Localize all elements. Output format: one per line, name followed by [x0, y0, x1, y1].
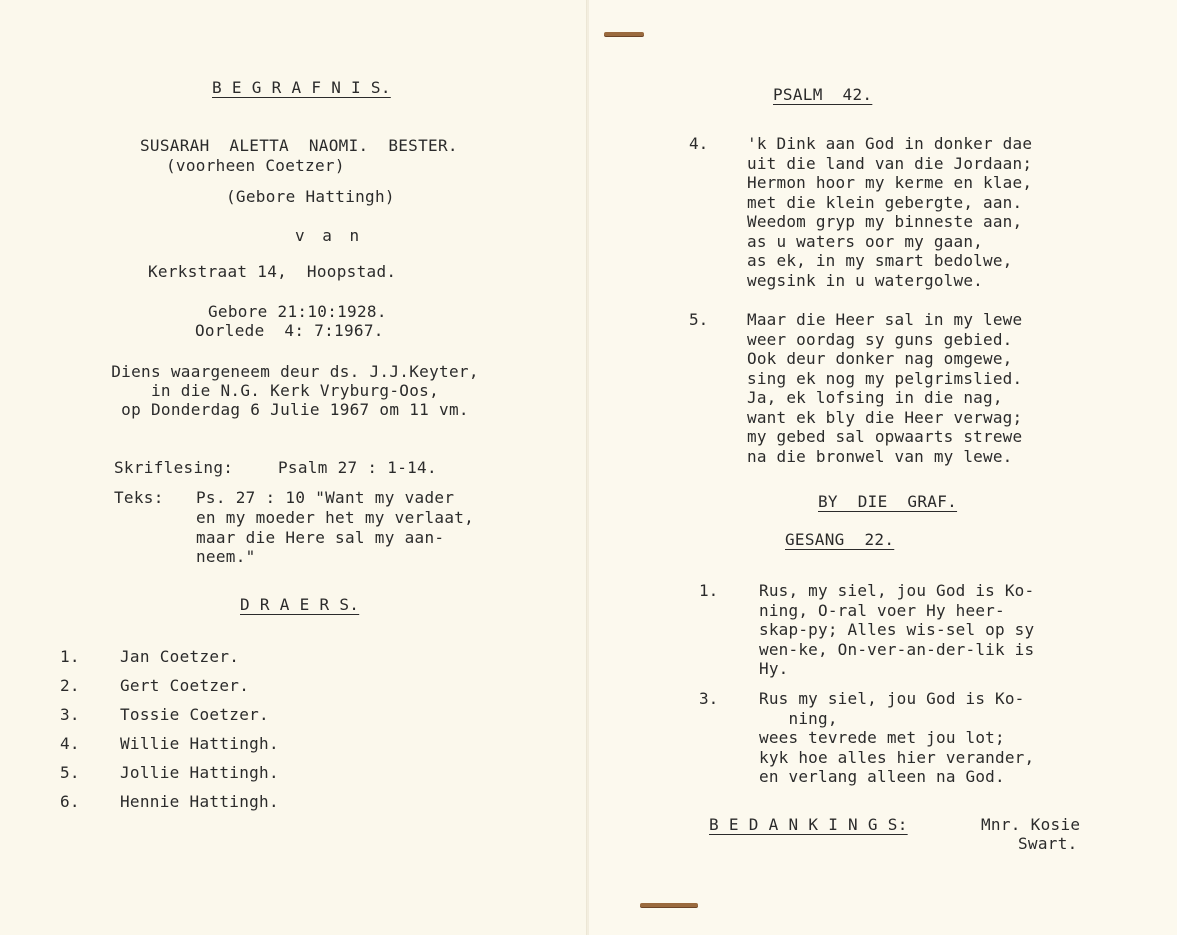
bearer-name: Tossie Coetzer.	[120, 705, 269, 724]
formerly-name: (voorheen Coetzer)	[166, 156, 345, 175]
bearer-number: 6.	[60, 792, 80, 811]
text-line: neem."	[196, 547, 256, 566]
hymn-verse: Rus, my siel, jou God is Ko- ning, O-ral voer Hy heer- skap-py; Alles wis-sel op sy wen-ke, On-ver-an-der-lik is Hy.	[759, 581, 1035, 678]
thanks-heading: B E D A N K I N G S:	[709, 815, 908, 834]
hymn-verse: Rus my siel, jou God is Ko- ning, wees tevrede met jou lot; kyk hoe alles hier verander, en verlang alleen na God.	[759, 689, 1035, 786]
left-page	[0, 0, 588, 935]
thanks-name: Swart.	[1018, 834, 1078, 853]
bearer-number: 4.	[60, 734, 80, 753]
thanks-name: Mnr. Kosie	[981, 815, 1081, 834]
text-line: maar die Here sal my aan-	[196, 528, 445, 547]
reading-text: Psalm 27 : 1-14.	[278, 458, 437, 477]
grave-heading: BY DIE GRAF.	[818, 492, 958, 511]
text-line: en my moeder het my verlaat,	[196, 508, 475, 527]
bearer-name: Hennie Hattingh.	[120, 792, 279, 811]
bearer-name: Gert Coetzer.	[120, 676, 250, 695]
verse-number: 3.	[699, 689, 719, 708]
hymn-heading: GESANG 22.	[785, 530, 895, 549]
reading-label: Skriflesing:	[114, 458, 234, 477]
service-line: op Donderdag 6 Julie 1967 om 11 vm.	[121, 400, 469, 419]
burial-heading: B E G R A F N I S.	[212, 78, 391, 97]
birth-name: (Gebore Hattingh)	[226, 187, 395, 206]
bearer-name: Jollie Hattingh.	[120, 763, 279, 782]
bearer-name: Willie Hattingh.	[120, 734, 279, 753]
address: Kerkstraat 14, Hoopstad.	[148, 262, 397, 281]
bearers-heading: D R A E R S.	[240, 595, 360, 614]
bearer-name: Jan Coetzer.	[120, 647, 240, 666]
birth-date: Gebore 21:10:1928.	[208, 302, 387, 321]
bearer-number: 3.	[60, 705, 80, 724]
right-page	[589, 0, 1177, 935]
verse-number: 5.	[689, 310, 709, 329]
psalm-verse: 'k Dink aan God in donker dae uit die land van die Jordaan; Hermon hoor my kerme en klae, met die klein gebergte, aan. Weedom gryp my binneste aan, as u waters oor my gaan, as ek, in my smart bedolwe, wegsink in u watergolwe.	[747, 134, 1033, 290]
text-line: Ps. 27 : 10 "Want my vader	[196, 488, 455, 507]
verse-number: 4.	[689, 134, 709, 153]
service-line: in die N.G. Kerk Vryburg-Oos,	[150, 381, 440, 400]
bearer-number: 5.	[60, 763, 80, 782]
staple-top	[604, 32, 644, 36]
psalm-heading: PSALM 42.	[773, 85, 873, 104]
text-label: Teks:	[114, 488, 164, 507]
deceased-name: SUSARAH ALETTA NAOMI. BESTER.	[140, 136, 458, 155]
bearer-number: 1.	[60, 647, 80, 666]
verse-number: 1.	[699, 581, 719, 600]
service-line: Diens waargeneem deur ds. J.J.Keyter,	[111, 362, 479, 381]
staple-bottom	[640, 903, 698, 907]
bearer-number: 2.	[60, 676, 80, 695]
psalm-verse: Maar die Heer sal in my lewe weer oordag sy guns gebied. Ook deur donker nag omgewe, sing ek nog my pelgrimslied. Ja, ek lofsing in die nag, want ek bly die Heer verwag; my gebed sal opwaarts strewe na die bronwel van my lewe.	[747, 310, 1023, 466]
death-date: Oorlede 4: 7:1967.	[195, 321, 384, 340]
from-word: v a n	[295, 226, 364, 245]
